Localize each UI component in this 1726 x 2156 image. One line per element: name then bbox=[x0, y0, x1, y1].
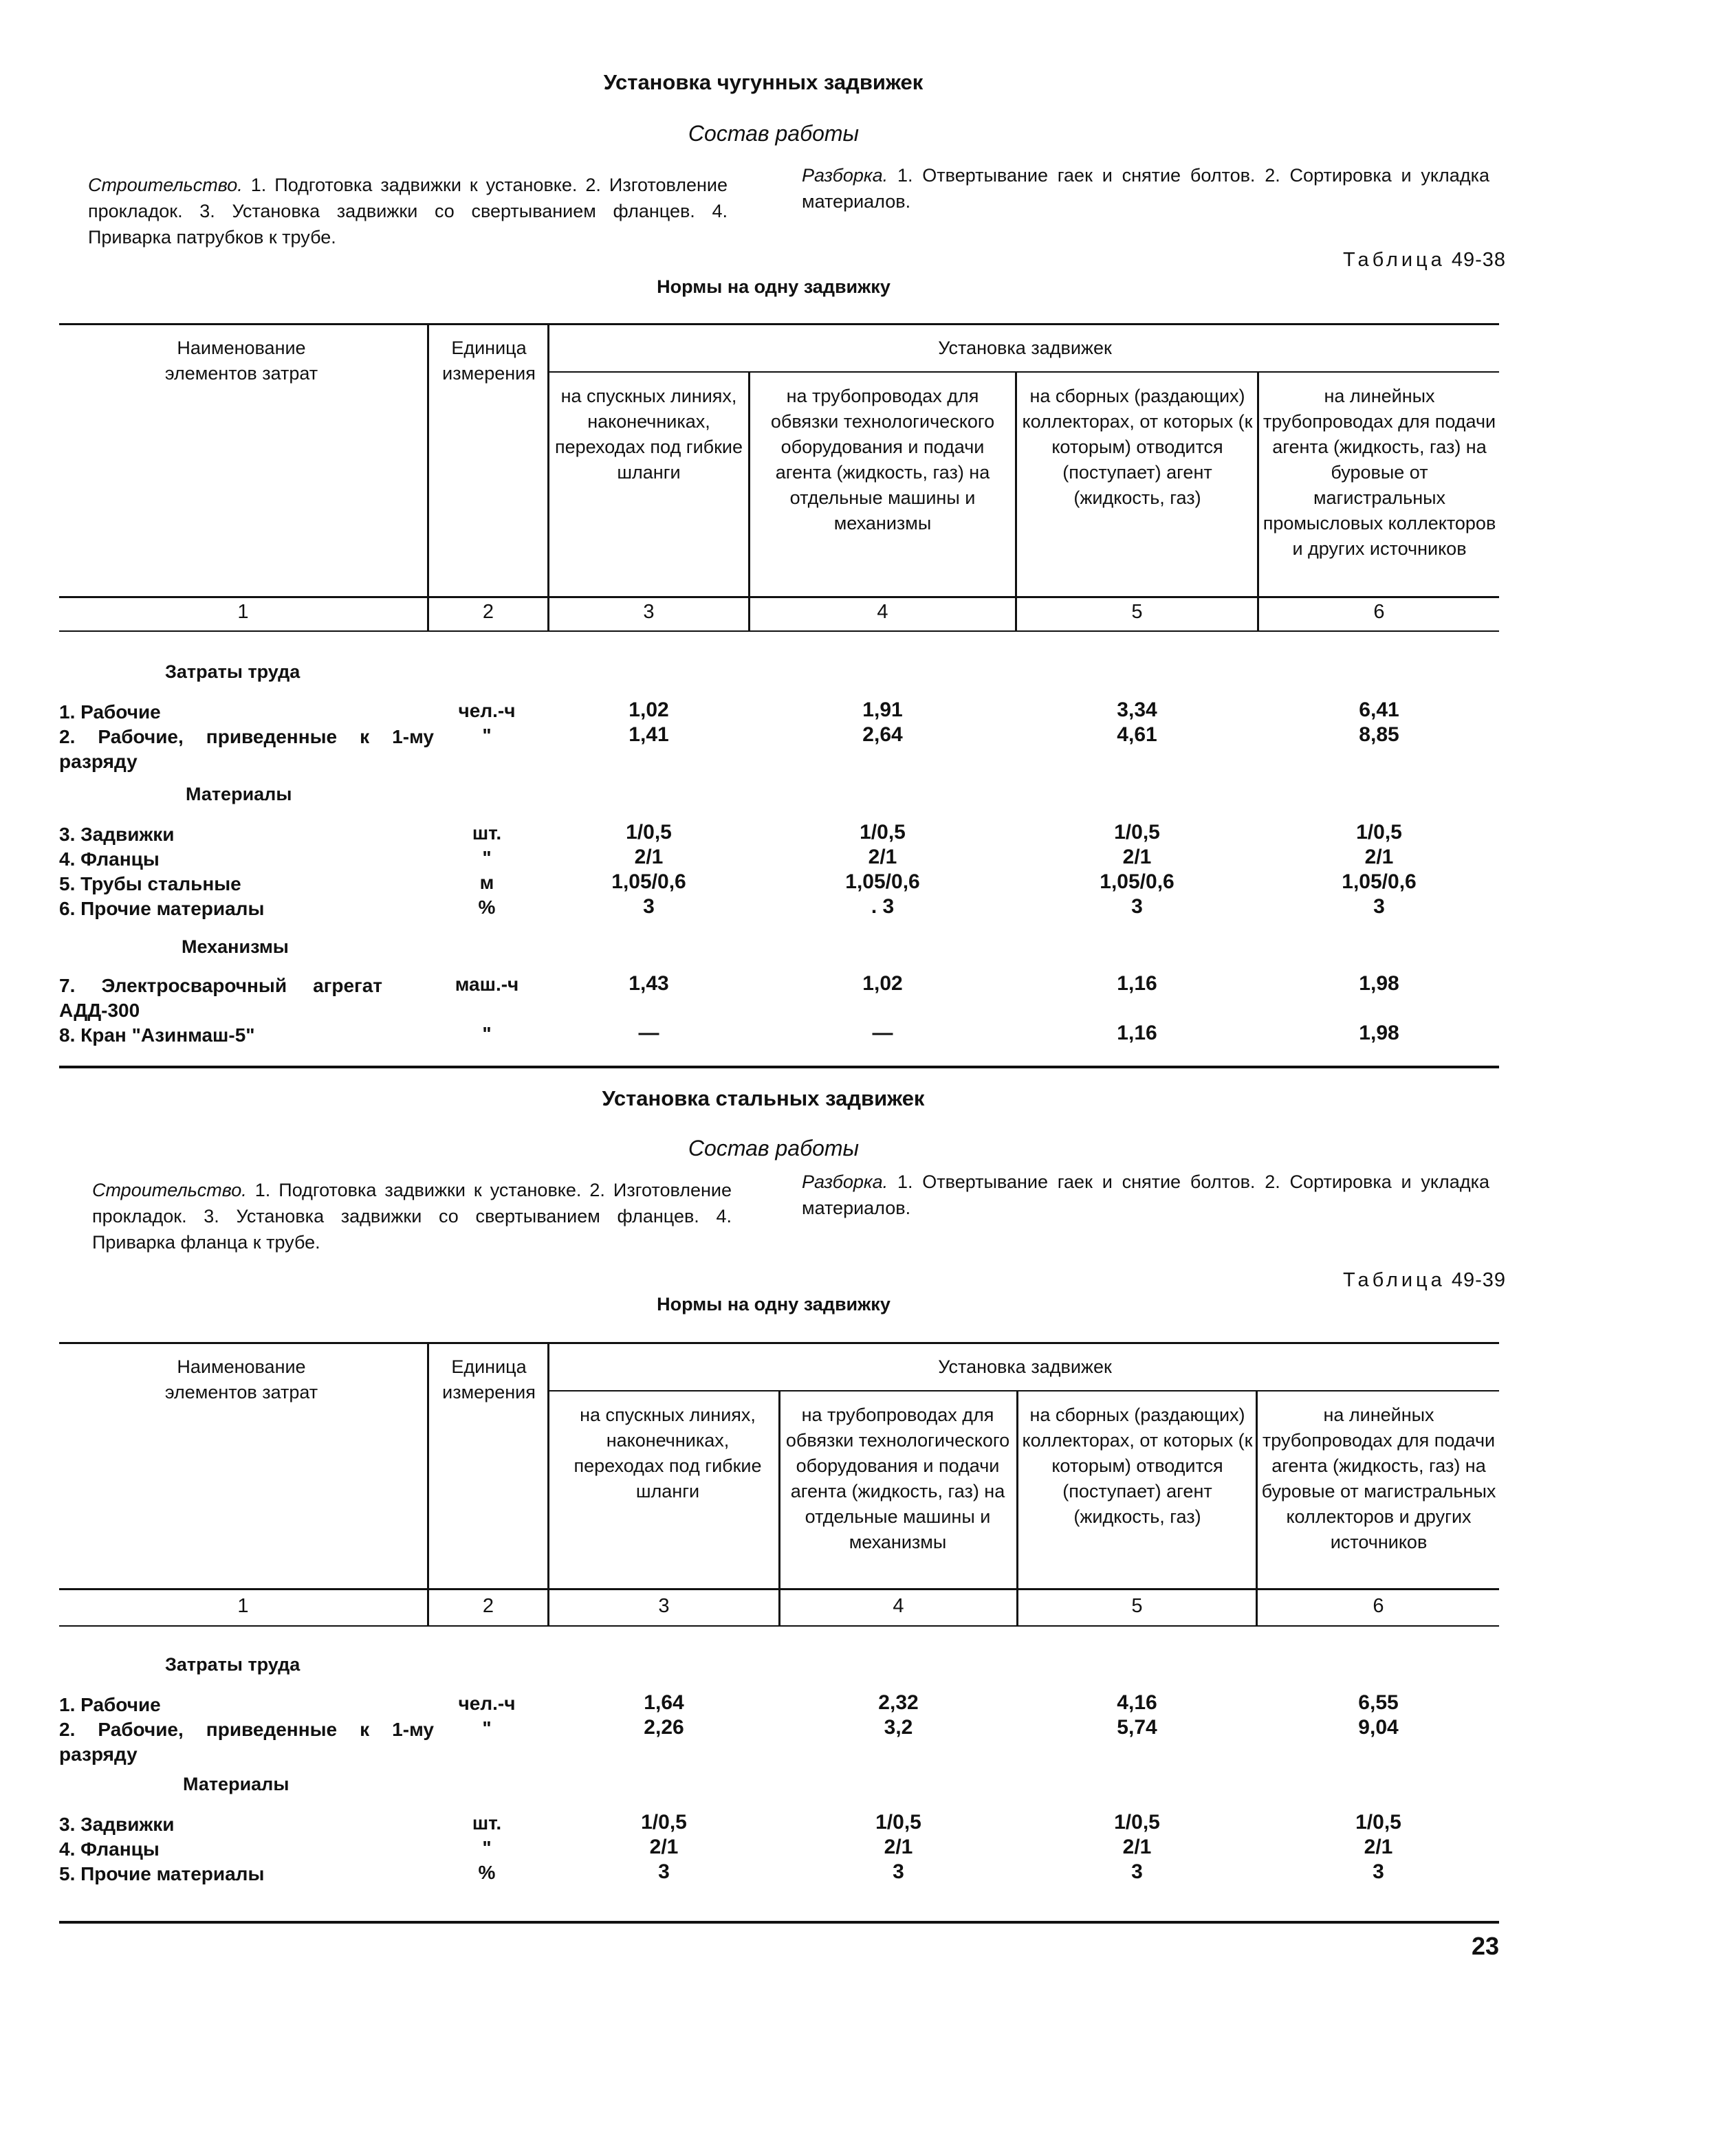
row-name: 5. Трубы стальные bbox=[59, 873, 241, 894]
row-name: 3. Задвижки bbox=[59, 824, 175, 845]
row-value: 1,05/0,6 bbox=[845, 870, 920, 893]
header-unit: Единица измерения bbox=[442, 338, 536, 384]
row-value: 2/1 bbox=[884, 1836, 913, 1858]
row-value: 2,26 bbox=[644, 1716, 684, 1739]
row-value: 2/1 bbox=[634, 846, 664, 868]
row-unit: чел.-ч bbox=[458, 1693, 516, 1714]
column-number: 2 bbox=[482, 601, 494, 623]
row-name: 4. Фланцы bbox=[59, 1838, 160, 1860]
section-title: Установка чугунных задвижек bbox=[603, 70, 924, 94]
table-label-word: Таблица bbox=[1343, 249, 1445, 271]
row-value: 1/0,5 bbox=[1114, 821, 1160, 844]
column-number: 4 bbox=[893, 1595, 904, 1617]
column-divider bbox=[1016, 1390, 1018, 1625]
section-subtitle: Состав работы bbox=[688, 1136, 860, 1160]
column-divider bbox=[547, 323, 549, 630]
section-mechanisms: Механизмы bbox=[182, 936, 289, 957]
section-subtitle: Состав работы bbox=[688, 121, 860, 146]
work-description-construction bbox=[92, 1177, 732, 1255]
row-name: 1. Рабочие bbox=[59, 701, 161, 723]
header-bottom-rule bbox=[59, 596, 1499, 598]
paragraph-lead: Разборка. bbox=[802, 1172, 888, 1192]
row-unit: " bbox=[482, 1023, 492, 1044]
row-value: 3,34 bbox=[1117, 698, 1157, 721]
header-col3: на спускных линиях, наконечниках, переходах под гибкие шланги bbox=[554, 386, 743, 483]
row-value: 3 bbox=[658, 1860, 670, 1883]
row-value: 1/0,5 bbox=[641, 1811, 687, 1834]
row-value: 1,41 bbox=[629, 723, 669, 746]
section-labor: Затраты труда bbox=[165, 661, 301, 682]
row-value: 2,64 bbox=[862, 723, 903, 746]
colnum-bottom-rule bbox=[59, 630, 1499, 632]
column-number: 6 bbox=[1373, 601, 1385, 623]
table-top-rule bbox=[59, 323, 1499, 325]
row-unit: " bbox=[482, 847, 492, 868]
row-name: 3. Задвижки bbox=[59, 1814, 175, 1835]
row-value: 2/1 bbox=[649, 1836, 679, 1858]
column-divider bbox=[778, 1390, 780, 1625]
header-col5: на сборных (раздающих) коллекторах, от которых (к которым) отводится (поступает) агент (жидкость, газ) bbox=[1022, 386, 1253, 508]
row-value: 3 bbox=[1373, 1860, 1384, 1883]
row-value: 2,32 bbox=[878, 1691, 919, 1714]
header-col6: на линейных трубопроводах для подачи агента (жидкость, газ) на буровые от магистральных промысловых коллекторов и других источников bbox=[1263, 386, 1496, 559]
row-unit: % bbox=[478, 1862, 496, 1883]
row-value: 1,64 bbox=[644, 1691, 684, 1714]
column-number: 5 bbox=[1131, 601, 1143, 623]
table-label bbox=[1343, 1269, 1506, 1292]
row-value: 2/1 bbox=[1122, 1836, 1152, 1858]
section-title: Установка стальных задвижек bbox=[602, 1086, 925, 1110]
row-value: 1,05/0,6 bbox=[1100, 870, 1175, 893]
row-value: 3 bbox=[643, 895, 655, 918]
column-number: 4 bbox=[877, 601, 888, 623]
column-divider bbox=[1256, 1390, 1258, 1625]
column-divider bbox=[1015, 371, 1017, 630]
header-col3: на спускных линиях, наконечниках, переходах под гибкие шланги bbox=[573, 1405, 762, 1502]
header-col5: на сборных (раздающих) коллекторах, от которых (к которым) отводится (поступает) агент (жидкость, газ) bbox=[1022, 1405, 1253, 1527]
table-bottom-rule bbox=[59, 1066, 1499, 1068]
paragraph-text: 1. Подготовка задвижки к установке. 2. Изготовление прокладок. 3. Установка задвижки со свертыванием фланцев. 4. Приварка фланца к трубе. bbox=[92, 1180, 732, 1253]
row-value: 9,04 bbox=[1358, 1716, 1399, 1739]
header-col4: на трубопроводах для обвязки технологического оборудования и подачи агента (жидкость, газ) на отдельные машины и механизмы bbox=[770, 386, 995, 534]
row-value: 5,74 bbox=[1117, 1716, 1157, 1739]
table-label-number: 49-38 bbox=[1451, 249, 1506, 271]
section-materials: Материалы bbox=[186, 784, 292, 804]
row-value: 1/0,5 bbox=[860, 821, 906, 844]
header-group: Установка задвижек bbox=[938, 1356, 1112, 1377]
column-number: 2 bbox=[482, 1595, 494, 1617]
row-value: 1,02 bbox=[862, 972, 903, 995]
header-name: Наименование элементов затрат bbox=[164, 1356, 318, 1402]
row-value: 2/1 bbox=[1364, 1836, 1393, 1858]
section-labor: Затраты труда bbox=[165, 1654, 301, 1675]
table-caption: Нормы на одну задвижку bbox=[657, 276, 891, 297]
row-value: — bbox=[872, 1022, 893, 1044]
column-divider bbox=[427, 323, 429, 630]
row-value: 1/0,5 bbox=[626, 821, 672, 844]
table-label bbox=[1343, 249, 1506, 272]
work-description-construction bbox=[88, 172, 728, 250]
row-value: 6,41 bbox=[1359, 698, 1399, 721]
row-value: 1,05/0,6 bbox=[611, 870, 686, 893]
column-number: 3 bbox=[643, 601, 655, 623]
page-bottom-rule bbox=[59, 1921, 1499, 1924]
row-value: 1,02 bbox=[629, 698, 669, 721]
row-value: 1,98 bbox=[1359, 1022, 1399, 1044]
row-value: 4,16 bbox=[1117, 1691, 1157, 1714]
row-value: 3 bbox=[1131, 895, 1143, 918]
row-value: 1,16 bbox=[1117, 1022, 1157, 1044]
table-top-rule bbox=[59, 1342, 1499, 1344]
column-number: 5 bbox=[1131, 1595, 1143, 1617]
row-name: 4. Фланцы bbox=[59, 848, 160, 870]
row-value: 6,55 bbox=[1358, 1691, 1399, 1714]
header-col4: на трубопроводах для обвязки технологического оборудования и подачи агента (жидкость, газ) на отдельные машины и механизмы bbox=[785, 1405, 1010, 1552]
row-value: 3 bbox=[1373, 895, 1385, 918]
row-value: 3 bbox=[1131, 1860, 1143, 1883]
colnum-bottom-rule bbox=[59, 1625, 1499, 1627]
row-name: 7. Электросварочный агрегат АДД-300 bbox=[59, 975, 382, 1021]
row-unit: % bbox=[478, 896, 496, 918]
row-value: 1/0,5 bbox=[1355, 1811, 1401, 1834]
paragraph-lead: Разборка. bbox=[802, 165, 888, 186]
row-value: 1,43 bbox=[629, 972, 669, 995]
row-value: 2/1 bbox=[1122, 846, 1152, 868]
paragraph-lead: Строительство. bbox=[88, 175, 243, 195]
paragraph-text: 1. Подготовка задвижки к установке. 2. Изготовление прокладок. 3. Установка задвижки со свертыванием фланцев. 4. Приварка патрубков к трубе. bbox=[88, 175, 728, 248]
header-unit: Единица измерения bbox=[442, 1356, 536, 1402]
work-description-dismantling bbox=[802, 162, 1489, 214]
row-name: 1. Рабочие bbox=[59, 1694, 161, 1715]
row-value: 1/0,5 bbox=[875, 1811, 921, 1834]
row-value: . 3 bbox=[871, 895, 895, 918]
row-value: 4,61 bbox=[1117, 723, 1157, 746]
work-description-dismantling bbox=[802, 1169, 1489, 1221]
row-unit: " bbox=[482, 1717, 492, 1739]
row-value: 8,85 bbox=[1359, 723, 1399, 746]
row-name: 8. Кран "Азинмаш-5" bbox=[59, 1024, 255, 1046]
row-value: 1,05/0,6 bbox=[1342, 870, 1417, 893]
row-value: 1,98 bbox=[1359, 972, 1399, 995]
row-value: 2/1 bbox=[1364, 846, 1394, 868]
row-unit: чел.-ч bbox=[458, 700, 516, 721]
header-col6: на линейных трубопроводах для подачи агента (жидкость, газ) на буровые от магистральных коллекторов и других источников bbox=[1261, 1405, 1496, 1552]
row-name: 5. Прочие материалы bbox=[59, 1863, 265, 1884]
paragraph-lead: Строительство. bbox=[92, 1180, 247, 1200]
row-name: 2. Рабочие, приведенные к 1-му разряду bbox=[59, 1719, 434, 1765]
column-number: 6 bbox=[1373, 1595, 1384, 1617]
table-label-word: Таблица bbox=[1343, 1269, 1445, 1291]
column-number: 3 bbox=[658, 1595, 670, 1617]
header-name: Наименование элементов затрат bbox=[164, 338, 318, 384]
row-unit: маш.-ч bbox=[455, 974, 519, 995]
row-unit: шт. bbox=[472, 822, 502, 844]
column-divider bbox=[547, 1342, 549, 1625]
row-unit: м bbox=[479, 872, 494, 893]
group-header-rule bbox=[547, 1390, 1499, 1392]
row-value: 2/1 bbox=[868, 846, 897, 868]
header-group: Установка задвижек bbox=[938, 338, 1112, 358]
row-value: 3 bbox=[893, 1860, 904, 1883]
page-number: 23 bbox=[1471, 1932, 1499, 1960]
norms-table-49-38 bbox=[59, 323, 1499, 1072]
column-divider bbox=[748, 371, 750, 630]
norms-table-49-39 bbox=[59, 1342, 1499, 1920]
column-divider bbox=[427, 1342, 429, 1625]
column-number: 1 bbox=[237, 1595, 249, 1617]
row-name: 2. Рабочие, приведенные к 1-му разряду bbox=[59, 726, 434, 772]
table-caption: Нормы на одну задвижку bbox=[657, 1294, 891, 1314]
row-unit: " bbox=[482, 725, 492, 746]
column-number: 1 bbox=[237, 601, 249, 623]
group-header-rule bbox=[547, 371, 1499, 373]
row-value: 1/0,5 bbox=[1114, 1811, 1160, 1834]
section-materials: Материалы bbox=[183, 1774, 290, 1794]
row-value: 1/0,5 bbox=[1356, 821, 1402, 844]
row-unit: шт. bbox=[472, 1812, 502, 1834]
row-name: 6. Прочие материалы bbox=[59, 898, 265, 919]
row-value: — bbox=[638, 1022, 659, 1044]
row-unit: " bbox=[482, 1837, 492, 1858]
column-divider bbox=[1257, 371, 1259, 630]
paragraph-text: 1. Отвертывание гаек и снятие болтов. 2. Сортировка и укладка материалов. bbox=[802, 165, 1489, 212]
paragraph-text: 1. Отвертывание гаек и снятие болтов. 2. Сортировка и укладка материалов. bbox=[802, 1172, 1489, 1218]
row-value: 3,2 bbox=[884, 1716, 913, 1739]
row-value: 1,91 bbox=[862, 698, 903, 721]
table-label-number: 49-39 bbox=[1451, 1269, 1506, 1291]
row-value: 1,16 bbox=[1117, 972, 1157, 995]
